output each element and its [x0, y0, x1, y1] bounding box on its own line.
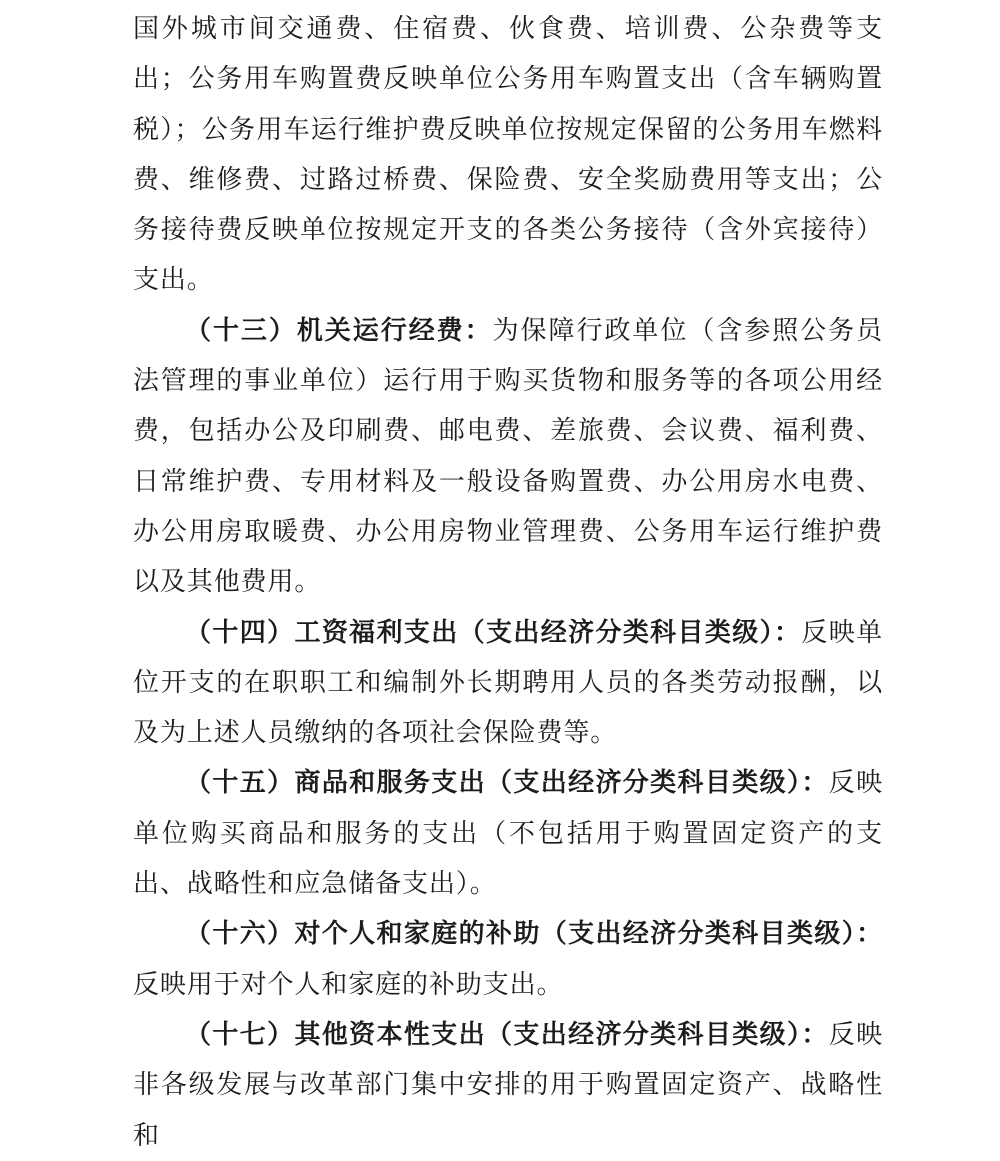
paragraph — [133, 909, 883, 1010]
section-heading-run: （十四）工资福利支出（支出经济分类科目类级）： — [185, 617, 802, 647]
section-heading-run: （十五）商品和服务支出（支出经济分类科目类级）： — [185, 768, 829, 798]
paragraph — [133, 608, 883, 759]
paragraph — [133, 1010, 883, 1161]
paragraph — [133, 306, 883, 608]
body-text-run: 反映单位开支的在职职工和编制外长期聘用人员的各类劳动报酬，以及为上述人员缴纳的各项社会保险费等。 — [133, 617, 884, 748]
body-text-run: 反映用于对个人和家庭的补助支出。 — [133, 969, 564, 999]
paragraph — [133, 4, 883, 306]
document-body — [133, 4, 883, 1161]
section-heading-run: （十七）其他资本性支出（支出经济分类科目类级）： — [185, 1019, 829, 1049]
body-text-run: 反映单位购买商品和服务的支出（不包括用于购置固定资产的支出、战略性和应急储备支出）。 — [133, 768, 883, 899]
body-text-run: 国外城市间交通费、住宿费、伙食费、培训费、公杂费等支出；公务用车购置费反映单位公务用车购置支出（含车辆购置税）；公务用车运行维护费反映单位按规定保留的公务用车燃料费、维修费、过路过桥费、保险费、安全奖励费用等支出；公务接待费反映单位按规定开支的各类公务接待（含外宾接待）支出。 — [133, 14, 883, 295]
body-text-run: 为保障行政单位（含参照公务员法管理的事业单位）运行用于购买货物和服务等的各项公用经费，包括办公及印刷费、邮电费、差旅费、会议费、福利费、日常维护费、专用材料及一般设备购置费、办公用房水电费、办公用房取暖费、办公用房物业管理费、公务用车运行维护费以及其他费用。 — [133, 315, 883, 597]
body-text-run: 反映非各级发展与改革部门集中安排的用于购置固定资产、战略性和 — [133, 1019, 883, 1150]
paragraph — [133, 758, 883, 909]
section-heading-run: （十三）机关运行经费： — [185, 315, 493, 345]
section-heading-run: （十六）对个人和家庭的补助（支出经济分类科目类级）： — [185, 919, 883, 949]
